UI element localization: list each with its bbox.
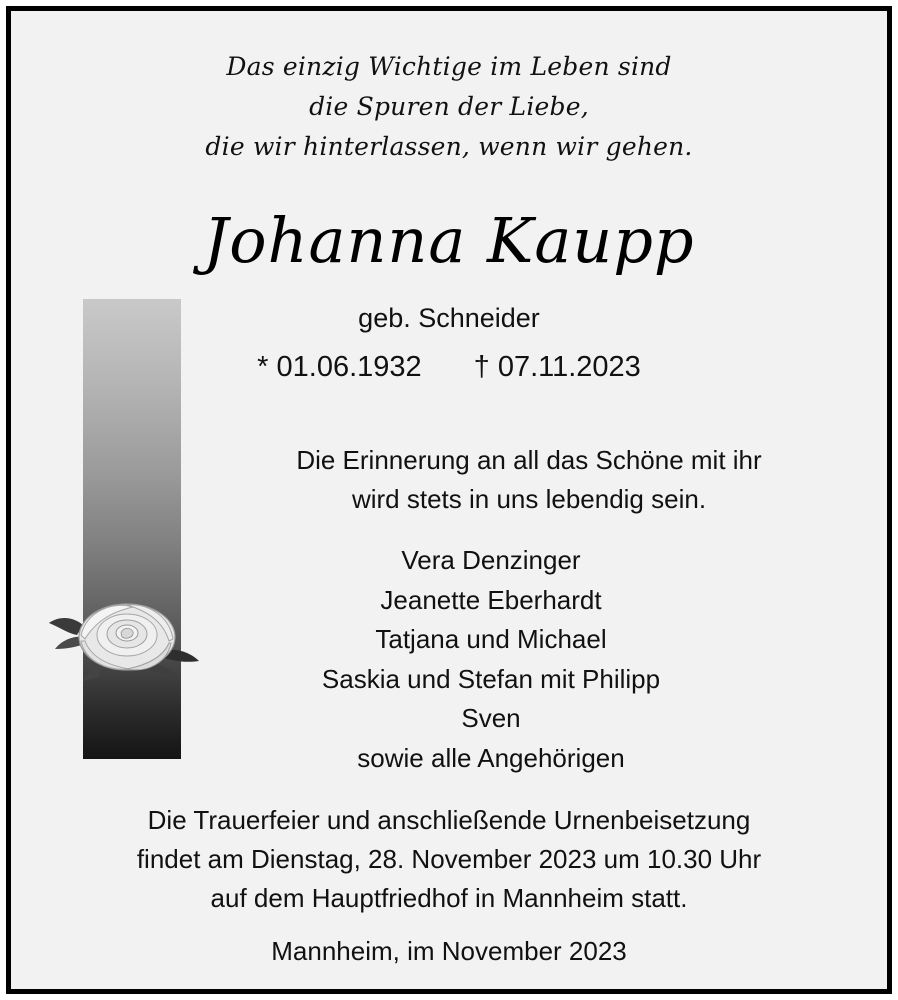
place-date: Mannheim, im November 2023 — [271, 936, 627, 966]
list-item: Jeanette Eberhardt — [380, 584, 602, 615]
list-item: Sven — [461, 703, 521, 733]
memorial-text — [201, 441, 857, 519]
mourners-list — [211, 541, 771, 778]
memorial-line: Die Erinnerung an all das Schöne mit ihr — [296, 445, 762, 475]
maiden-name: geb. Schneider — [358, 303, 540, 333]
list-item: Saskia und Stefan mit Philipp — [321, 663, 661, 694]
life-dates — [11, 351, 887, 384]
funeral-line: Die Trauerfeier und anschließende Urnenbeisetzung — [147, 805, 751, 835]
memorial-line: wird stets in uns lebendig sein. — [351, 484, 707, 514]
funeral-line: findet am Dienstag, 28. November 2023 um 10.30 Uhr — [136, 844, 762, 874]
list-item: Tatjana und Michael — [375, 624, 607, 654]
list-item: sowie alle Angehörigen — [357, 742, 625, 773]
birth-date: * 01.06.1932 — [257, 351, 422, 383]
list-item: Vera Denzinger — [401, 545, 581, 575]
rose-icon — [41, 581, 216, 681]
verse-line: Das einzig Wichtige im Leben sind — [226, 52, 672, 81]
death-date: † 07.11.2023 — [473, 351, 641, 383]
verse-block — [11, 47, 887, 167]
funeral-details — [11, 801, 887, 918]
verse-line: die Spuren der Liebe, — [309, 92, 589, 121]
funeral-line: auf dem Hauptfriedhof in Mannheim statt. — [210, 883, 688, 913]
deceased-name: Johanna Kaupp — [203, 204, 695, 277]
verse-line: die wir hinterlassen, wenn wir gehen. — [205, 132, 693, 161]
obituary-card — [11, 11, 887, 989]
